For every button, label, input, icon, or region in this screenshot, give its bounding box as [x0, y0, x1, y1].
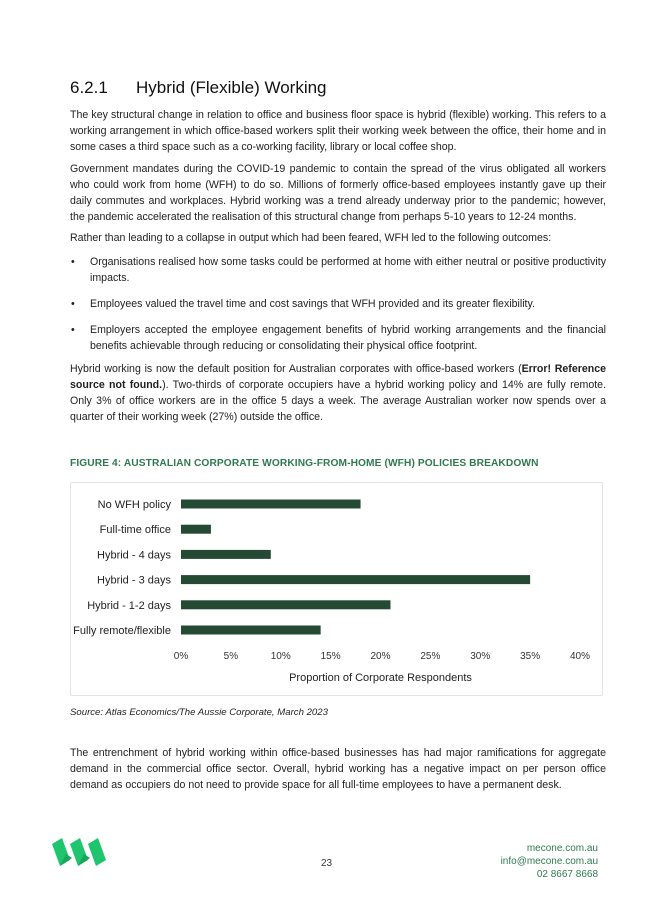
- paragraph-covid-mandates: Government mandates during the COVID-19 pandemic to contain the spread of the virus obligated all workers who could work from home (WFH) to do so. Millions of formerly office-based employees instantly gave up their daily commutes and workplaces. Hybrid working was a trend already underway prior to the pandemic; however, the pandemic accelerated the realisation of this structural change from perhaps 5-10 years to 12-24 months.: [70, 163, 606, 223]
- category-label: No WFH policy: [97, 499, 171, 511]
- x-tick-label: 40%: [569, 651, 591, 662]
- bar-hybrid-3-days: [181, 575, 530, 584]
- bar-hybrid-1-2-days: [181, 600, 390, 609]
- category-label: Hybrid - 1-2 days: [87, 599, 171, 612]
- x-tick-label: 35%: [520, 651, 541, 662]
- section-heading: [70, 78, 327, 98]
- x-tick-label: 5%: [223, 651, 239, 662]
- paragraph-entrenchment: The entrenchment of hybrid working within office-based businesses has had major ramifications for aggregate demand in the commercial office sector. Overall, hybrid working has a negative impact on per person office demand as occupiers do not need to provide space for all full-time employees to have a permanent desk.: [70, 747, 606, 791]
- website-link[interactable]: mecone.com.au: [526, 843, 598, 854]
- bar-fully-remote-flexible: [181, 626, 321, 635]
- wfh-policy-bar-chart: [71, 483, 602, 695]
- x-tick-label: 20%: [370, 651, 391, 662]
- bar-no-wfh-policy: [181, 500, 361, 509]
- category-label: Fully remote/flexible: [73, 625, 171, 637]
- phone-number: 02 8667 8668: [536, 869, 598, 880]
- category-label: Hybrid - 4 days: [97, 549, 171, 562]
- bullet-icon: •: [71, 256, 75, 268]
- figure-source: Source: Atlas Economics/The Aussie Corporate, March 2023: [70, 707, 328, 718]
- x-tick-label: 0%: [173, 651, 189, 662]
- list-item: • Employees valued the travel time and cost savings that WFH provided and its greater flexibility.: [71, 298, 535, 310]
- bar-full-time-office: [181, 525, 211, 534]
- page-number: 23: [320, 858, 333, 869]
- bar-hybrid-4-days: [181, 550, 271, 559]
- x-tick-label: 25%: [420, 651, 441, 662]
- x-tick-label: 15%: [320, 651, 341, 662]
- x-axis-label: Proportion of Corporate Respondents: [289, 672, 472, 684]
- list-item: • Organisations realised how some tasks could be performed at home with either neutral or positive productivity impacts.: [71, 256, 606, 284]
- chart-frame: [70, 482, 603, 696]
- figure-title: FIGURE 4: AUSTRALIAN CORPORATE WORKING-FROM-HOME (WFH) POLICIES BREAKDOWN: [70, 458, 539, 469]
- outcomes-list: [70, 254, 606, 364]
- category-label: Hybrid - 3 days: [97, 574, 171, 587]
- paragraph-hybrid-intro: The key structural change in relation to office and business floor space is hybrid (flexible) working. This refers to a working arrangement in which office-based workers split their working week between the office, their home and in some cases a third space such as a co-working facility, library or local coffee shop.: [70, 109, 606, 153]
- paragraph-outcomes-lead: Rather than leading to a collapse in output which had been feared, WFH led to the following outcomes:: [70, 232, 552, 244]
- email-link[interactable]: info@mecone.com.au: [500, 856, 598, 867]
- contact-block: [501, 842, 598, 881]
- bullet-icon: •: [71, 298, 75, 310]
- paragraph-default-position: Hybrid working is now the default position for Australian corporates with office-based workers (Error! Reference source not found.). Two-thirds of corporate occupiers have a hybrid working policy and 14% are fully remote. Only 3% of office workers are in the office 5 days a week. The average Australian worker now spends over a quarter of their working week (27%) outside the office.: [70, 363, 607, 423]
- section-number: 6.2.1: [70, 78, 108, 97]
- x-tick-label: 10%: [270, 651, 291, 662]
- section-title: Hybrid (Flexible) Working: [136, 78, 327, 97]
- category-label: Full-time office: [99, 524, 171, 537]
- bullet-icon: •: [71, 324, 75, 336]
- x-tick-label: 30%: [470, 651, 491, 662]
- error-reference: Error! Reference source not found.: [70, 363, 606, 391]
- list-item: • Employers accepted the employee engagement benefits of hybrid working arrangements and the financial benefits achievable through reducing or consolidating their physical office footprint.: [71, 324, 606, 352]
